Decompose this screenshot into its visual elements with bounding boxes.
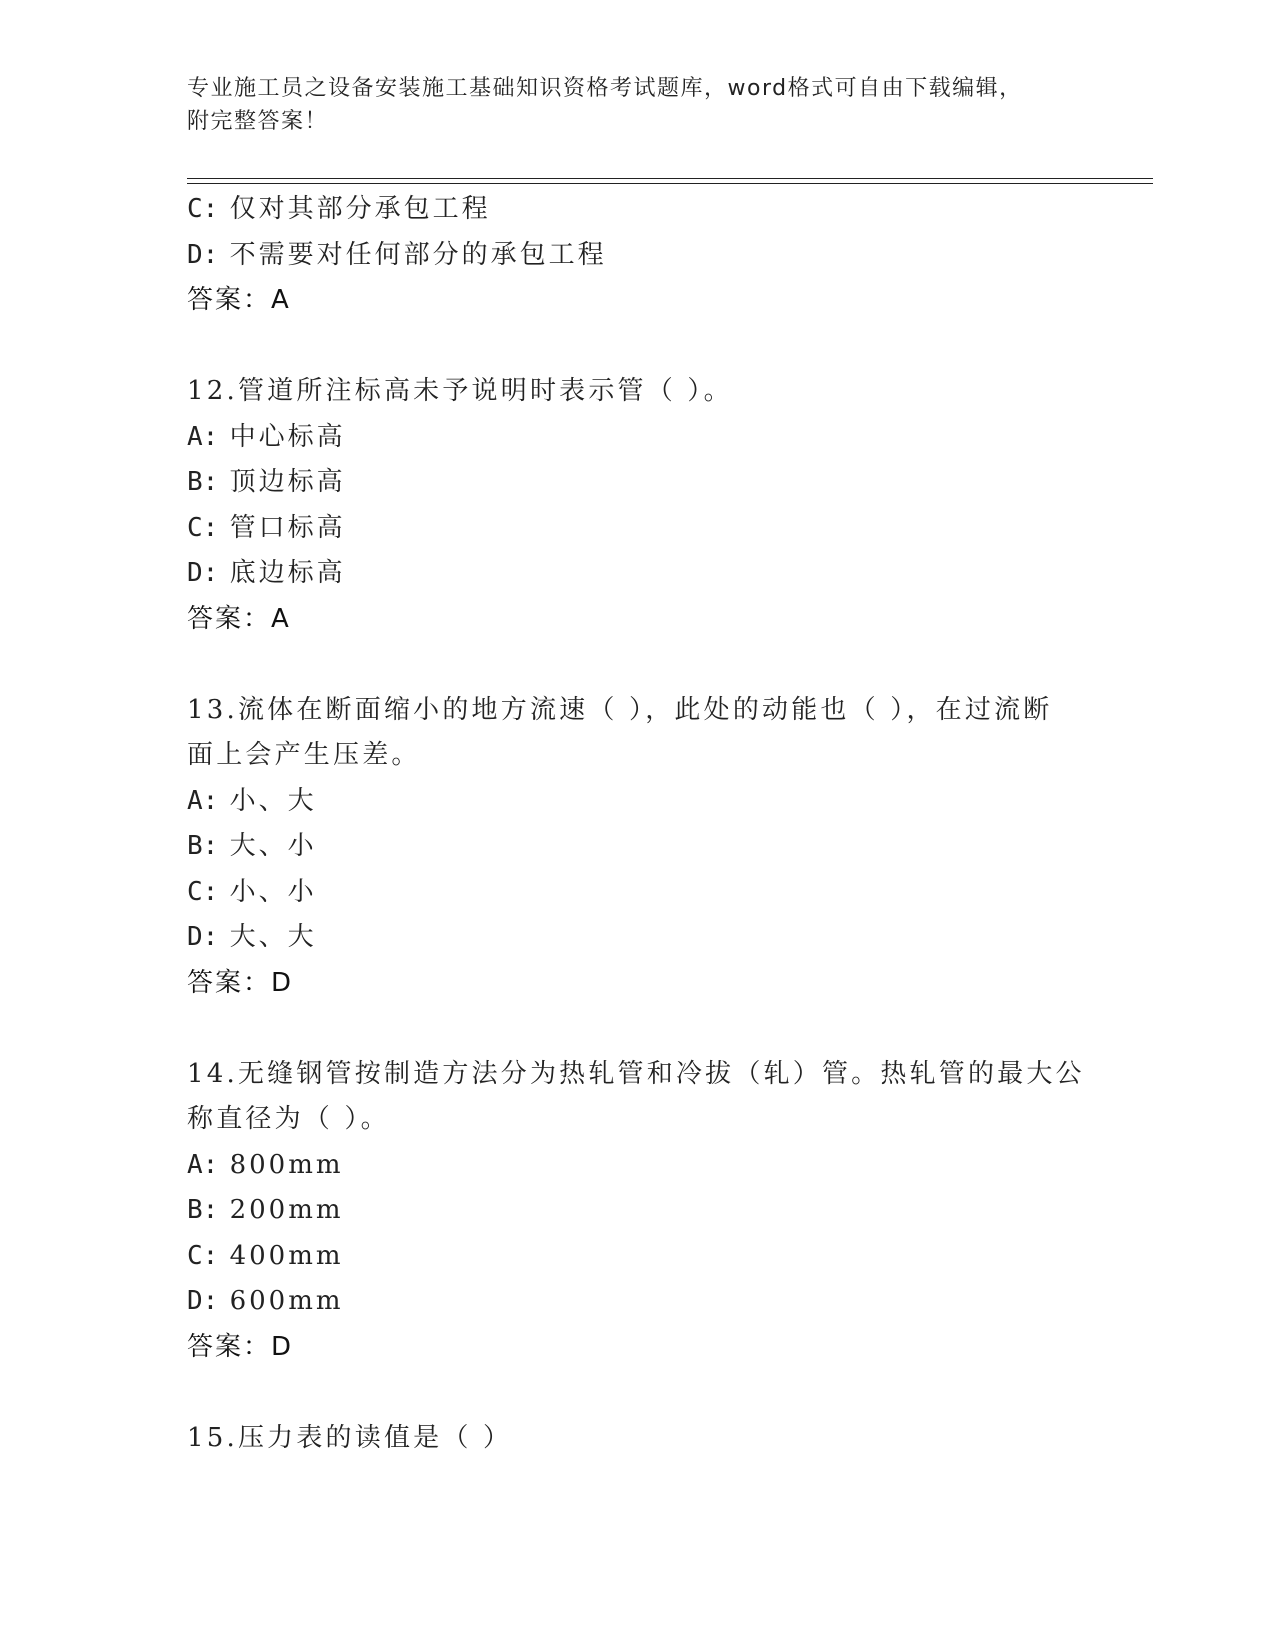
option-text: 600mm (229, 1286, 344, 1316)
option-letter: A: (187, 421, 219, 452)
question-14 (187, 1052, 1117, 1371)
header-line-2: 附完整答案！ (187, 109, 329, 134)
option-text: 仅对其部分承包工程 (229, 194, 491, 224)
option-c (187, 1234, 1117, 1280)
option-d (187, 551, 1117, 597)
option-text: 大、大 (229, 922, 317, 952)
document-header (187, 72, 1087, 138)
option-letter: A: (187, 785, 219, 816)
option-text: 大、小 (229, 831, 317, 861)
option-a (187, 415, 1117, 461)
question-title: 15.压力表的读值是（ ） (187, 1422, 513, 1453)
option-letter: D: (187, 1286, 219, 1316)
option-c (187, 187, 1117, 233)
option-d (187, 915, 1117, 961)
question-title-line-2: 称直径为（ ）。 (187, 1104, 390, 1134)
answer-line: 答案：D (187, 1331, 294, 1362)
option-text: 顶边标高 (229, 467, 346, 497)
question-list (187, 187, 1117, 1461)
option-text: 中心标高 (229, 421, 346, 452)
option-a (187, 779, 1117, 825)
option-letter: C: (187, 1240, 219, 1271)
option-text: 底边标高 (229, 558, 346, 588)
option-b (187, 824, 1117, 870)
answer-line: 答案：A (187, 603, 291, 634)
option-letter: C: (187, 194, 219, 224)
option-letter: B: (187, 1195, 219, 1225)
option-text: 不需要对任何部分的承包工程 (229, 239, 607, 270)
option-text: 管口标高 (229, 512, 346, 543)
option-d (187, 1279, 1117, 1325)
option-letter: A: (187, 1149, 219, 1180)
question-title-line-1: 14.无缝钢管按制造方法分为热轧管和冷拔（轧）管。热轧管的最大公 (187, 1058, 1085, 1089)
option-letter: C: (187, 876, 219, 907)
question-13 (187, 688, 1117, 1007)
question-title: 12.管道所注标高未予说明时表示管（ ）。 (187, 376, 733, 406)
option-text: 400mm (229, 1240, 344, 1271)
option-letter: B: (187, 831, 219, 861)
answer-line: 答案：A (187, 285, 291, 315)
option-letter: D: (187, 239, 219, 270)
answer-line: 答案：D (187, 967, 294, 998)
option-text: 小、小 (229, 876, 317, 907)
option-c (187, 870, 1117, 916)
option-a (187, 1143, 1117, 1189)
option-letter: D: (187, 558, 219, 588)
header-line-1: 专业施工员之设备安装施工基础知识资格考试题库，word格式可自由下载编辑， (187, 76, 1023, 101)
option-text: 800mm (229, 1149, 344, 1180)
option-text: 小、大 (229, 785, 317, 816)
option-letter: D: (187, 922, 219, 952)
question-15 (187, 1416, 1117, 1462)
option-letter: B: (187, 467, 219, 497)
option-b (187, 1188, 1117, 1234)
option-c (187, 506, 1117, 552)
question-11 (187, 187, 1117, 324)
question-12 (187, 369, 1117, 642)
header-divider (187, 178, 1153, 184)
option-d (187, 233, 1117, 279)
option-letter: C: (187, 512, 219, 543)
question-title-line-2: 面上会产生压差。 (187, 740, 421, 770)
question-title-line-1: 13.流体在断面缩小的地方流速（ ），此处的动能也（ ），在过流断 (187, 694, 1053, 725)
option-text: 200mm (229, 1195, 344, 1225)
option-b (187, 460, 1117, 506)
